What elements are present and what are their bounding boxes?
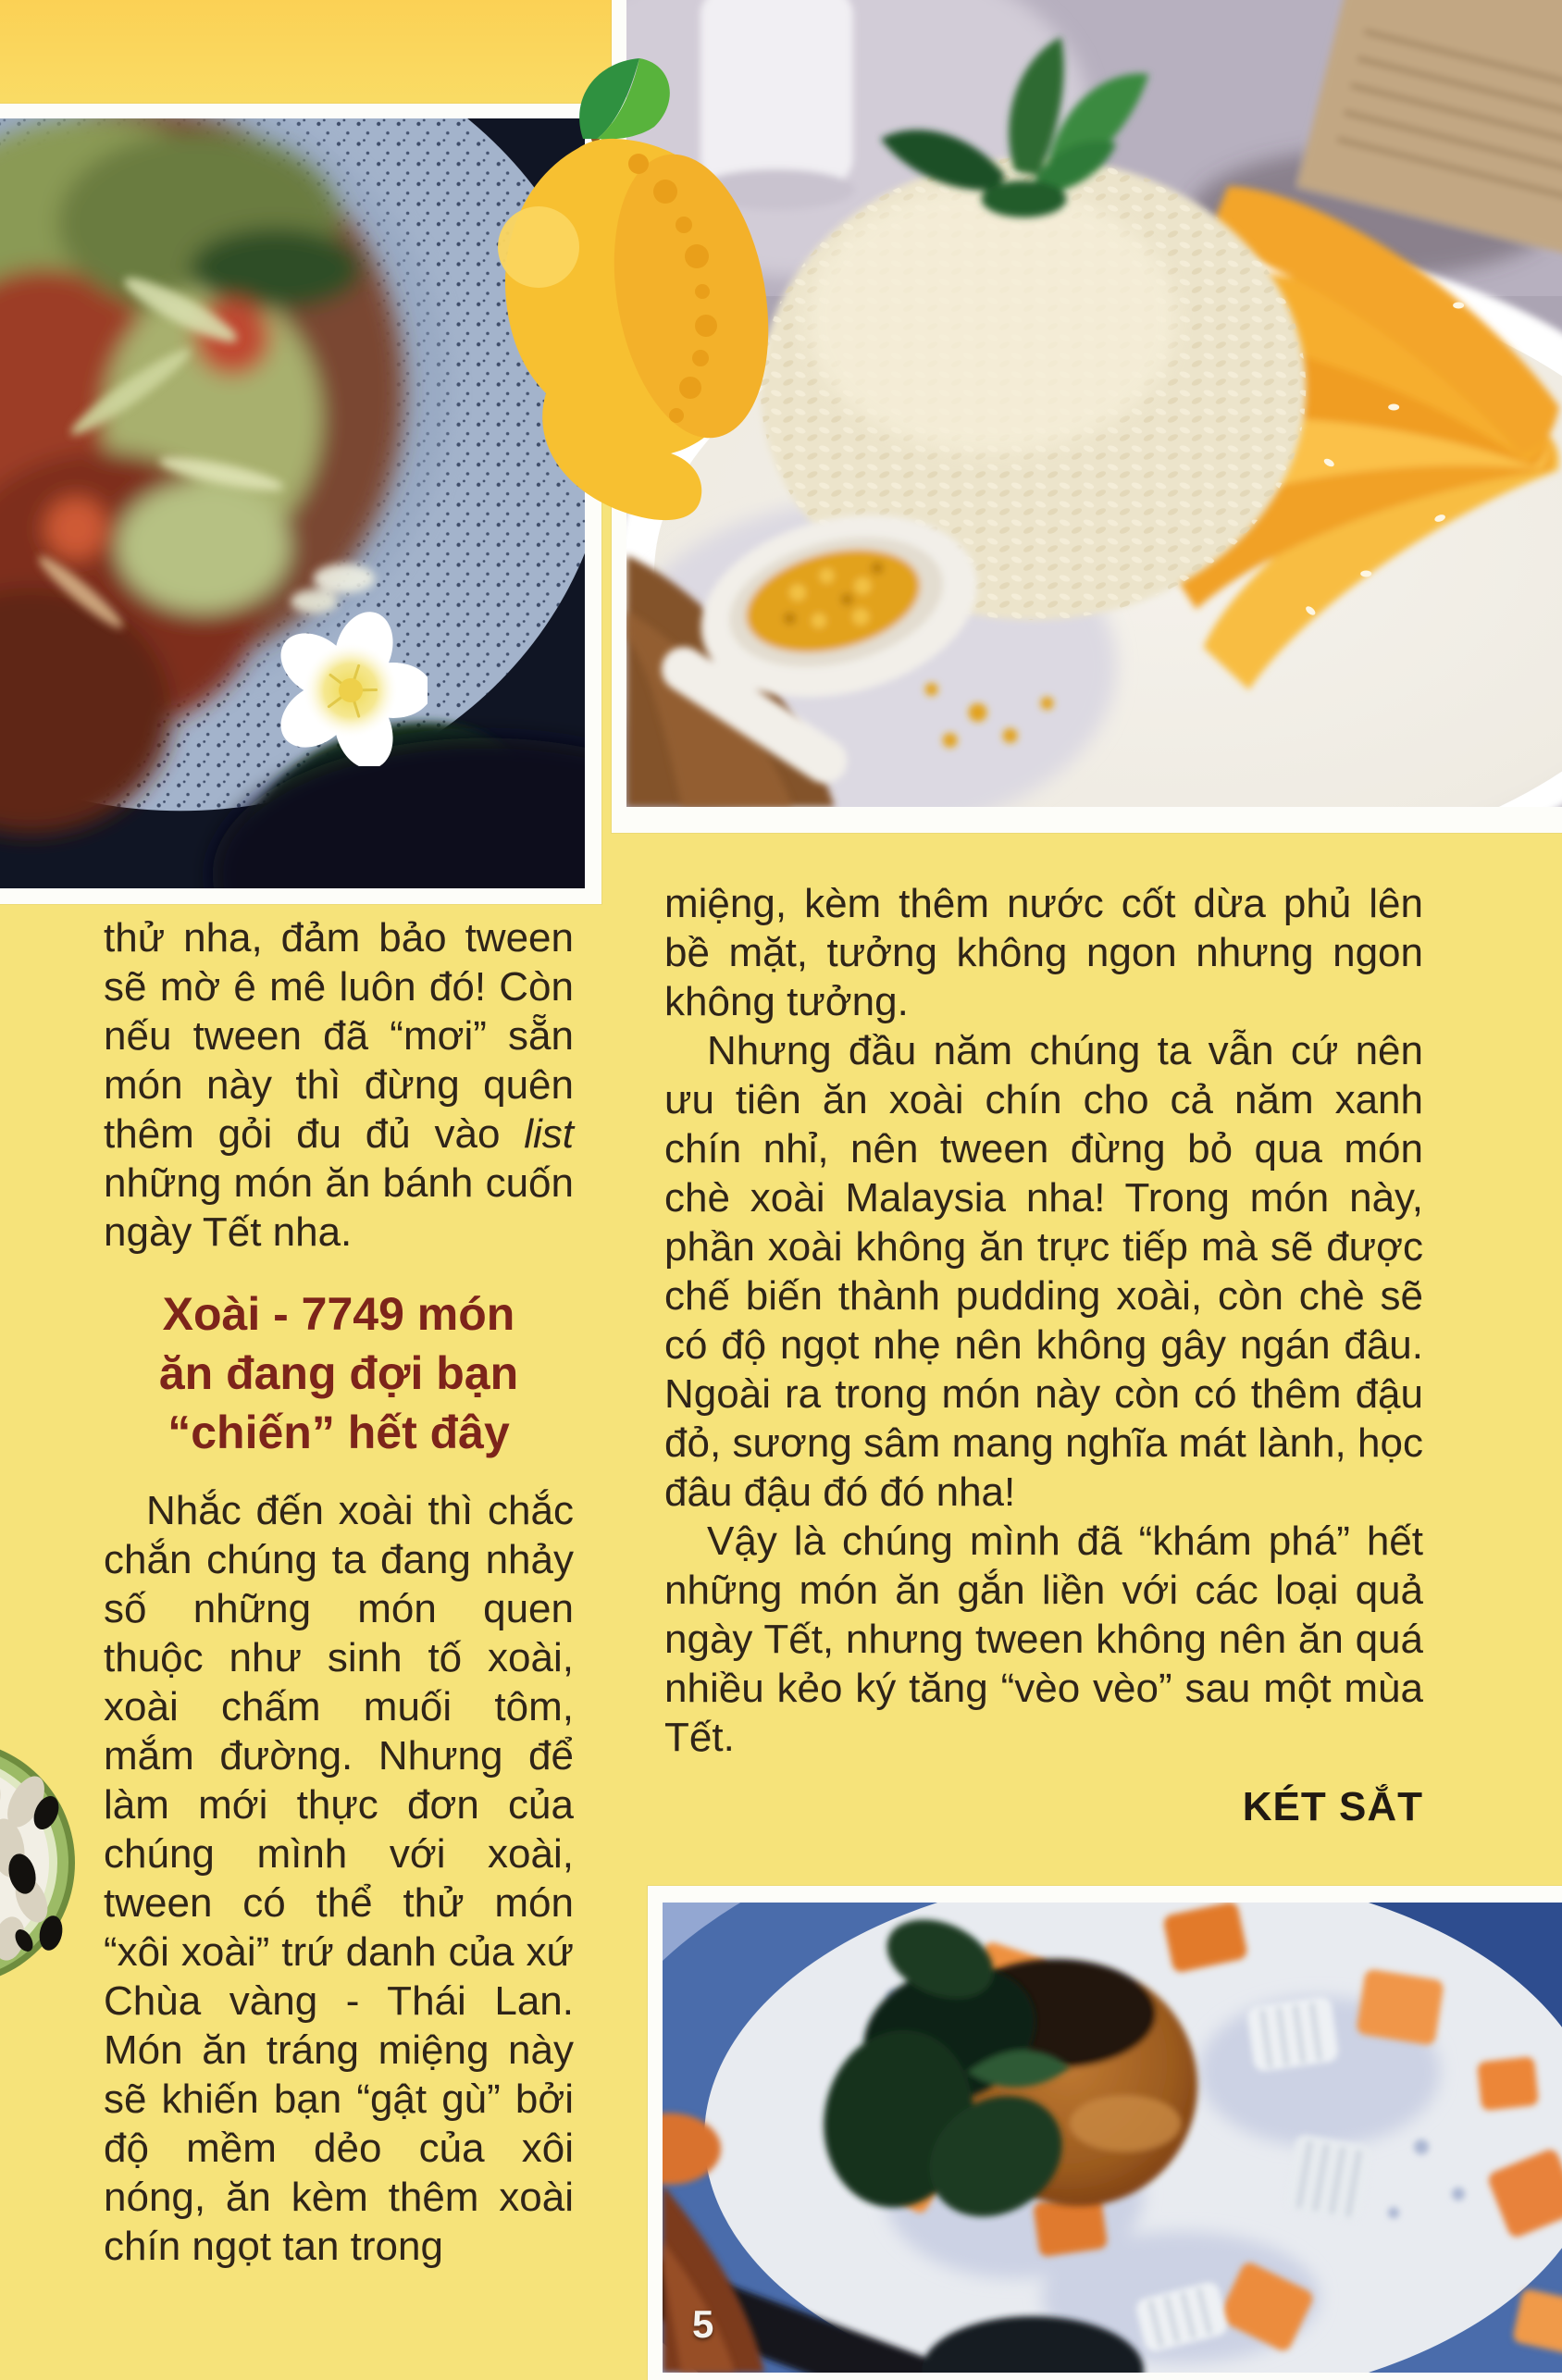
right-paragraph-3: Vậy là chúng mình đã “khám phá” hết những món ăn gắn liền với các loại quả ngày Tết, nhưng tween không nên ăn quá nhiều kẻo ký tăng “vèo vèo” sau một mùa Tết. [664,1518,1423,1760]
mango-dessert-photo-art [663,1903,1562,2373]
page-number: 5 [692,2302,714,2346]
section-heading-line-1: Xoài - 7749 món [162,1288,515,1340]
section-heading [104,1284,574,1462]
author-byline: KÉT SẮT [1242,1784,1423,1829]
plumeria-flower-icon [275,611,428,766]
right-paragraph-2: Nhưng đầu năm chúng ta vẫn cứ nên ưu tiên ăn xoài chín cho cả năm xanh chín nhỉ, nên tween đừng bỏ qua món chè xoài Malaysia nha! Trong món này, phần xoài không ăn trực tiếp mà sẽ được chế biến thành pudding xoài, còn chè sẽ có độ ngọt nhẹ nên không gây ngán đâu. Ngoài ra trong món này còn có thêm đậu đỏ, sương sâm mang nghĩa mát lành, học đâu đậu đó đó nha! [664,1028,1423,1515]
soursop-slice-illustration [0,1744,79,1980]
left-paragraph-1 [104,913,574,1257]
right-text-column [664,879,1423,1830]
left-paragraph-2: Nhắc đến xoài thì chắc chắn chúng ta đang nhảy số những món quen thuộc như sinh tố xoài, xoài chấm muối tôm, mắm đường. Nhưng để làm mới thực đơn của chúng mình với xoài, tween có thể thử món “xôi xoài” trứ danh của xứ Chùa vàng - Thái Lan. Món ăn tráng miệng này sẽ khiến bạn “gật gù” bởi độ mềm dẻo của xôi nóng, ăn kèm thêm xoài chín ngọt tan trong [104,1488,574,2269]
mango-icon [458,51,777,532]
left-text-column [104,913,574,2271]
soursop-slice-icon [0,1744,79,1980]
left-paragraph-1-tail: những món ăn bánh cuốn ngày Tết nha. [104,1160,574,1255]
section-heading-line-2: ăn đang đợi bạn [158,1347,519,1399]
left-paragraph-1-italic-word: list [524,1111,574,1157]
plumeria-flower-illustration [275,611,428,766]
right-paragraph-1: miệng, kèm thêm nước cốt dừa phủ lên bề mặt, tưởng không ngon nhưng ngon không tưởng. [664,881,1423,1024]
mango-dessert-photo-frame [648,1886,1562,2380]
left-paragraph-1-text: thử nha, đảm bảo tween sẽ mờ ê mê luôn đó! Còn nếu tween đã “mơi” sẵn món này thì đừng quên thêm gỏi đu đủ vào [104,915,574,1157]
mango-illustration [458,51,777,532]
section-heading-line-3: “chiến” hết đây [167,1407,510,1458]
mango-dessert-bowl-photo [663,1903,1562,2373]
